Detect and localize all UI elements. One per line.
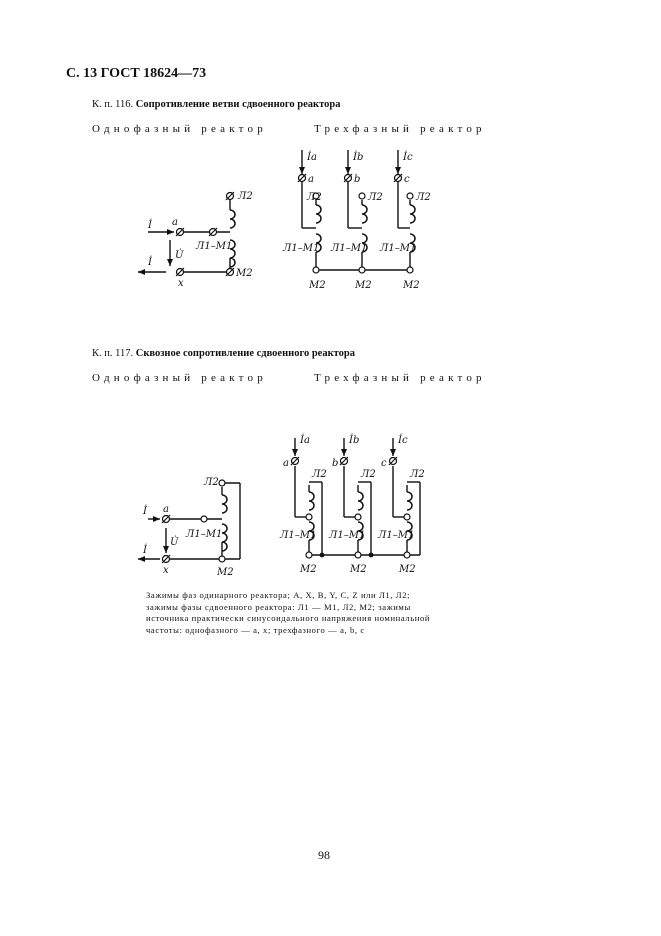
page-number: 98	[318, 848, 330, 862]
diagram-116-three-phase	[282, 150, 431, 291]
section-116-number: К. п. 116.	[92, 99, 134, 110]
page-header: С. 13 ГОСТ 18624—73	[66, 66, 207, 81]
label-116-terminal-a: a	[172, 217, 178, 228]
label-116-ib: İb	[353, 152, 364, 163]
label-116-m2-b: М2	[355, 280, 372, 291]
label-116-l1m1-b: Л1–М1	[331, 243, 368, 254]
label-117-l2-c: Л2	[410, 469, 425, 480]
label-117-phase-c: c	[381, 458, 387, 469]
label-116-m2: М2	[236, 268, 253, 279]
diagram-117-three-phase	[279, 434, 425, 575]
label-117-l1m1-b: Л1–М1	[329, 530, 366, 541]
label-116-l1m1-a: Л1–М1	[283, 243, 320, 254]
label-117-m2: М2	[217, 567, 234, 578]
label-117-l2: Л2	[204, 477, 219, 488]
section-117-left-caption: Однофазный реактор	[92, 372, 267, 384]
section-117-title: Сквозное сопротивление сдвоенного реактора	[135, 348, 355, 359]
label-116-phase-c: c	[404, 174, 410, 185]
legend-note: Зажимы фаз одинарного реактора; A, X, B, Y, C, Z или Л1, Л2; зажимы фазы сдвоенного реактора: Л1 — М1, Л2, М2; зажимы источника практически синусоидального напряжения номинальной частоты: однофазного — a, x; трехфазного — a, b, c	[146, 590, 431, 635]
diagram-116-single-phase	[138, 191, 253, 289]
label-116-voltage: U̇	[175, 250, 184, 261]
label-117-phase-a: a	[283, 458, 289, 469]
label-116-phase-a: a	[308, 174, 314, 185]
label-117-ib: İb	[349, 435, 360, 446]
label-116-ia: İa	[307, 152, 317, 163]
section-116-right-caption: Трехфазный реактор	[314, 123, 486, 135]
label-117-m2-b: М2	[350, 564, 367, 575]
label-116-l2-a: Л2	[307, 192, 322, 203]
label-117-l1m1-a: Л1–М1	[280, 530, 317, 541]
label-116-l1m1: Л1–М1	[196, 241, 233, 252]
label-117-l1m1: Л1–М1	[186, 529, 223, 540]
label-116-m2-a: М2	[309, 280, 326, 291]
diagram-117-single-phase	[138, 477, 240, 578]
label-117-l1m1-c: Л1–М1	[378, 530, 415, 541]
label-117-terminal-a: a	[163, 504, 169, 515]
label-117-current: İ	[143, 506, 147, 517]
label-117-l2-a: Л2	[312, 469, 327, 480]
label-116-l1m1-c: Л1–М1	[380, 243, 417, 254]
label-116-terminal-x: x	[178, 278, 184, 289]
label-117-voltage: U̇	[170, 537, 179, 548]
label-117-m2-a: М2	[300, 564, 317, 575]
label-117-m2-c: М2	[399, 564, 416, 575]
label-117-return-current: İ	[143, 545, 147, 556]
label-117-ia: İa	[300, 435, 310, 446]
label-116-l2: Л2	[238, 191, 253, 202]
label-116-ic: İc	[403, 152, 413, 163]
label-116-phase-b: b	[354, 174, 361, 185]
section-117-right-caption: Трехфазный реактор	[314, 372, 486, 384]
label-117-terminal-x: x	[163, 565, 169, 576]
section-117-number: К. п. 117.	[92, 348, 134, 359]
label-116-m2-c: М2	[403, 280, 420, 291]
section-116-left-caption: Однофазный реактор	[92, 123, 267, 135]
label-117-phase-b: b	[332, 458, 339, 469]
section-116-title: Сопротивление ветви сдвоенного реактора	[135, 99, 341, 110]
label-116-return-current: İ	[148, 257, 152, 268]
label-116-current: İ	[148, 220, 152, 231]
label-116-l2-b: Л2	[368, 192, 383, 203]
label-117-ic: İc	[398, 435, 408, 446]
label-117-l2-b: Л2	[361, 469, 376, 480]
label-116-l2-c: Л2	[416, 192, 431, 203]
